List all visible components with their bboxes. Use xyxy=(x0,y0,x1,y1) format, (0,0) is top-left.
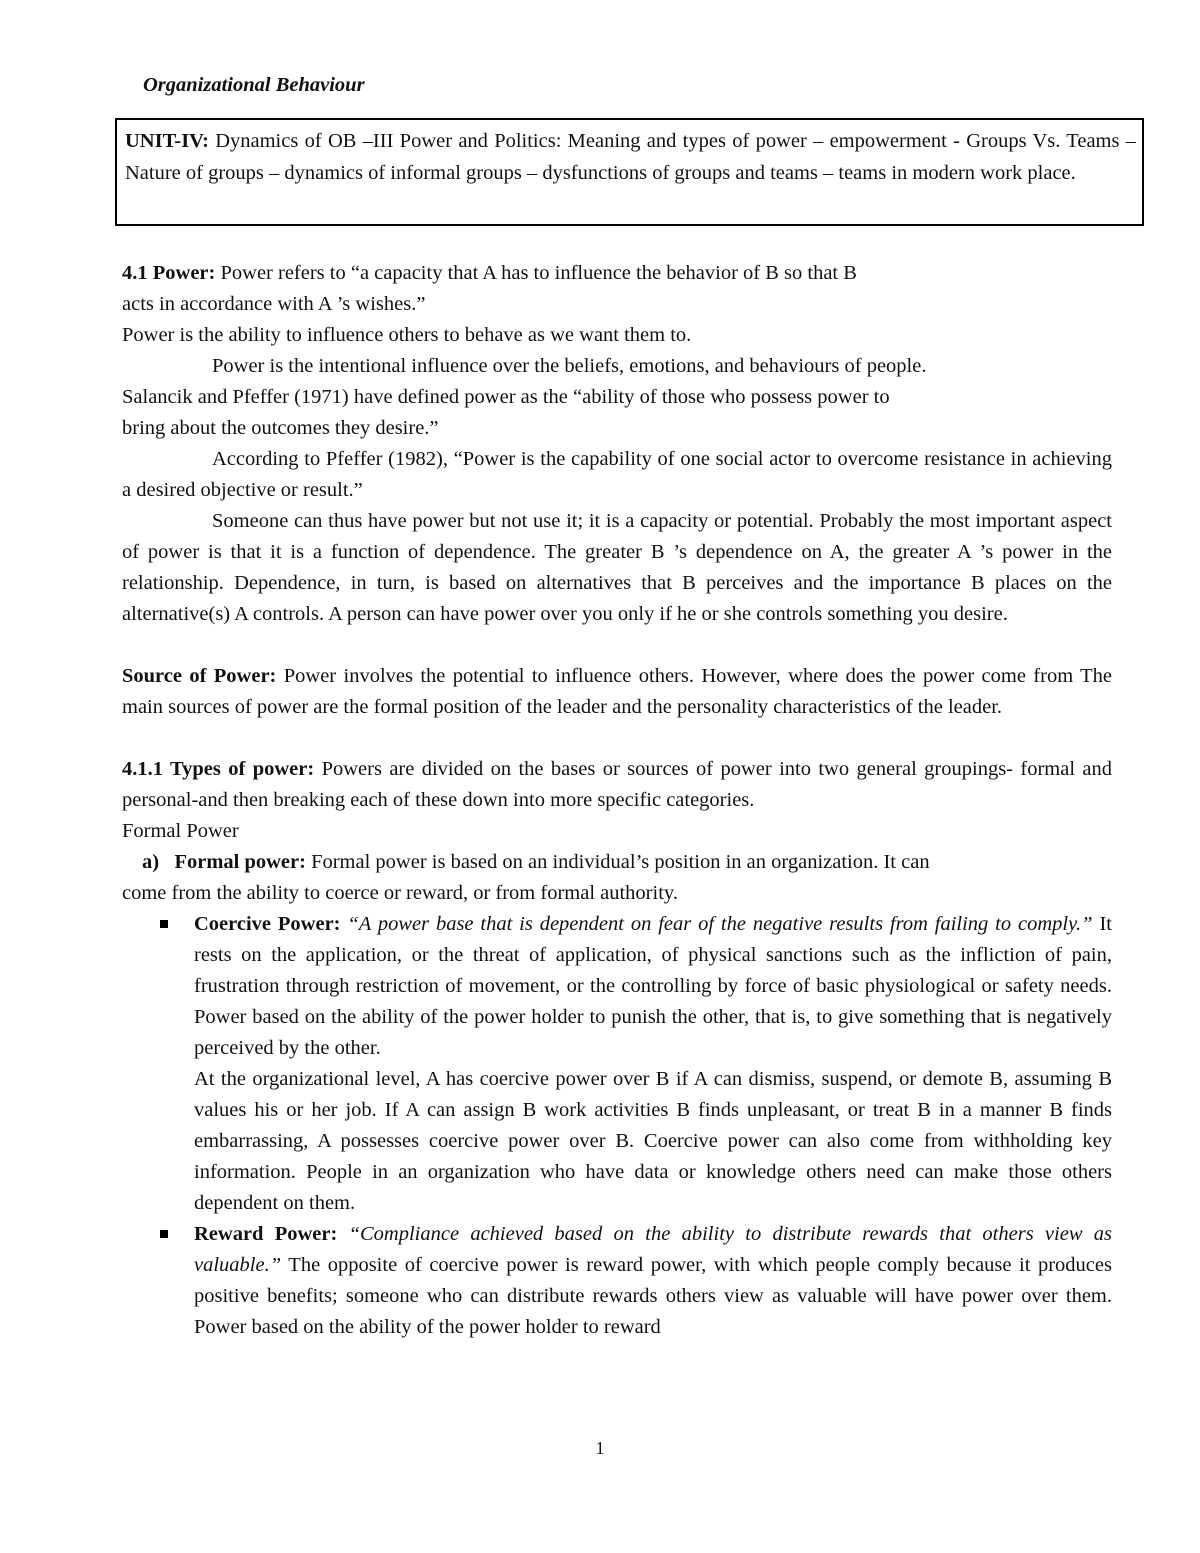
source-of-power-text: Power involves the potential to influence others. However, where does the power come from The main sources of power are the formal position of the leader and the personality characteristics of the leader. xyxy=(122,665,1113,718)
power-definition-5: According to Pfeffer (1982), “Power is the capability of one social actor to overcome resistance in achieving a desired objective or result.” xyxy=(122,448,1112,501)
power-dependence-paragraph: Someone can thus have power but not use it; it is a capacity or potential. Probably the most important aspect of power is that it is a function of dependence. The greater B ’s dependence on A, the greater A ’s power in the relationship. Dependence, in turn, is based on alternatives that B perceives and the importance B places on the alternative(s) A controls. A person can have power over you only if he or she controls something you desire. xyxy=(122,510,1112,625)
section-heading-source: Source of Power: xyxy=(122,665,277,687)
power-definition-4: Salancik and Pfeffer (1971) have defined power as the “ability of those who possess power to xyxy=(122,386,890,408)
unit-label: UNIT-IV: xyxy=(125,130,209,152)
formal-power-label: Formal power: xyxy=(174,851,306,873)
coercive-power-quote: “A power base that is dependent on fear of the negative results from failing to comply.” xyxy=(340,913,1093,935)
unit-summary-box xyxy=(115,118,1144,226)
reward-power-label: Reward Power: xyxy=(194,1223,338,1245)
section-heading-power: 4.1 Power: xyxy=(122,262,216,284)
spacer xyxy=(122,723,1112,754)
power-definition-1 xyxy=(122,258,1112,289)
page-number: 1 xyxy=(595,1438,605,1458)
types-of-power-text: Powers are divided on the bases or sources of power into two general groupings- formal and personal-and then breaking each of these down into more specific categories. xyxy=(122,758,1112,811)
document-body xyxy=(122,258,1112,1343)
unit-description: Dynamics of OB –III Power and Politics: Meaning and types of power – empowerment - Groups Vs. Teams – Nature of groups – dynamics of informal groups – dysfunctions of groups and teams – teams in modern work place. xyxy=(125,130,1136,184)
formal-power-text-2: come from the ability to coerce or reward, or from formal authority. xyxy=(122,882,678,904)
document-header-title: Organizational Behaviour xyxy=(143,74,365,96)
list-item-reward-power xyxy=(194,1219,1112,1343)
power-definition-2: Power is the ability to influence others to behave as we want them to. xyxy=(122,324,692,346)
square-bullet-icon xyxy=(160,920,168,928)
reward-power-quote: “Compliance achieved based on the ability to distribute rewards that others view as valuable.” xyxy=(194,1223,1112,1276)
coercive-power-text-2: At the organizational level, A has coercive power over B if A can dismiss, suspend, or demote B, assuming B values his or her job. If A can assign B work activities B finds unpleasant, or treat B in a manner B finds embarrassing, A possesses coercive power over B. Coercive power can also come from withholding key information. People in an organization who have data or knowledge others need can make those others dependent on them. xyxy=(194,1068,1112,1214)
types-of-power-paragraph xyxy=(122,754,1112,816)
source-of-power-paragraph xyxy=(122,661,1112,723)
power-definition-1b: acts in accordance with A ’s wishes.” xyxy=(122,293,426,315)
reward-power-text: The opposite of coercive power is reward power, with which people comply because it produces positive benefits; someone who can distribute rewards others view as valuable will have power over them. Power based on the ability of the power holder to reward xyxy=(194,1254,1112,1338)
formal-power-item xyxy=(122,847,1112,878)
power-definition-3: Power is the intentional influence over the beliefs, emotions, and behaviours of people. xyxy=(212,355,927,377)
spacer xyxy=(122,630,1112,661)
coercive-power-label: Coercive Power: xyxy=(194,913,341,935)
formal-power-text: Formal power is based on an individual’s position in an organization. It can xyxy=(305,851,930,873)
power-definition-4b: bring about the outcomes they desire.” xyxy=(122,417,439,439)
power-definition-1-text: Power refers to “a capacity that A has to influence the behavior of B so that B xyxy=(215,262,857,284)
square-bullet-icon xyxy=(160,1230,168,1238)
section-heading-types: 4.1.1 Types of power: xyxy=(122,758,315,780)
item-a-marker: a) xyxy=(142,851,160,873)
coercive-power-text: It rests on the application, or the threat of application, of physical sanctions such as the infliction of pain, frustration through restriction of movement, or the controlling by force of basic physiological or safety needs. Power based on the ability of the power holder to punish the other, that is, to give something that is negatively perceived by the other. xyxy=(194,913,1112,1059)
formal-power-subheading: Formal Power xyxy=(122,820,239,842)
power-types-list xyxy=(122,909,1112,1343)
list-item-coercive-power xyxy=(194,909,1112,1219)
